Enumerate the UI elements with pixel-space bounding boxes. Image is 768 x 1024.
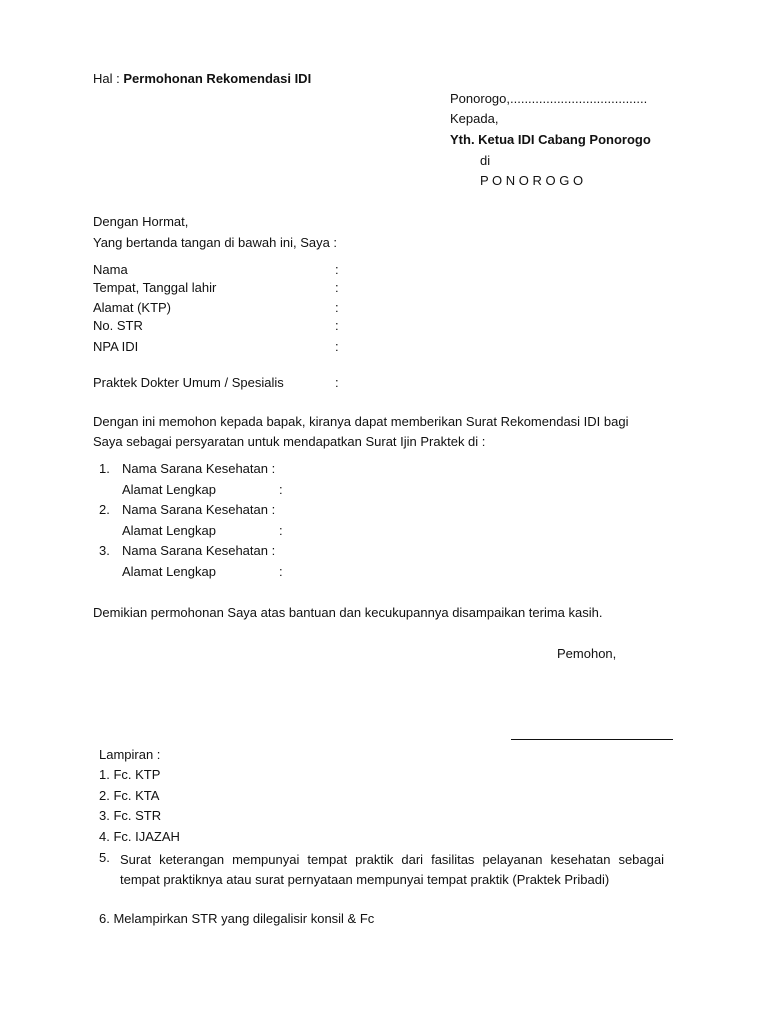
pemohon-label: Pemohon,: [557, 646, 617, 661]
attachment-number: 2.: [99, 788, 110, 803]
attachment-item: [99, 767, 160, 784]
hal-label: Hal :: [93, 71, 120, 86]
request-line-2: Saya sebagai persyaratan untuk mendapatkan Surat Ijin Praktek di :: [93, 434, 486, 449]
attachment-text: Fc. KTP: [113, 767, 161, 782]
facility-number: 3.: [99, 543, 110, 558]
field-label: Nama: [93, 262, 128, 277]
field-colon: :: [335, 318, 339, 333]
facility-address-label: Alamat Lengkap: [122, 482, 216, 497]
place-date: Ponorogo,......................................: [450, 91, 648, 106]
attachment-item: [99, 808, 161, 825]
field-label: Alamat (KTP): [93, 300, 172, 315]
signature-line: [511, 739, 673, 740]
field-label: No. STR: [93, 318, 143, 333]
facility-number: 2.: [99, 502, 110, 517]
attachment-text-long: Surat keterangan mempunyai tempat praktik dari fasilitas pelayanan kesehatan sebagai tempat praktiknya atau surat pernyataan mempunyai tempat praktik (Praktek Pribadi): [120, 852, 664, 887]
practice-label: Praktek Dokter Umum / Spesialis: [93, 375, 284, 390]
facility-number: 1.: [99, 461, 110, 476]
attachment-text: Fc. KTA: [113, 788, 160, 803]
attachment-number: 4.: [99, 829, 110, 844]
attachment-number: 5.: [99, 850, 110, 865]
subject-line: [93, 71, 311, 88]
attachment-number: 6.: [99, 911, 110, 926]
practice-colon: :: [335, 375, 339, 390]
attachment-number: 3.: [99, 808, 110, 823]
recipient-di: di: [480, 153, 491, 168]
intro-text: Yang bertanda tangan di bawah ini, Saya :: [93, 235, 338, 250]
facility-address-label: Alamat Lengkap: [122, 523, 216, 538]
field-colon: :: [335, 300, 339, 315]
attachment-item: [99, 911, 374, 928]
field-colon: :: [335, 262, 339, 277]
facility-address-colon: :: [279, 564, 283, 579]
closing-text: Demikian permohonan Saya atas bantuan dan kecukupannya disampaikan terima kasih.: [93, 605, 603, 620]
attachment-text: Melampirkan STR yang dilegalisir konsil & Fc: [113, 911, 375, 926]
attachments-title: Lampiran :: [99, 747, 161, 762]
facility-address-colon: :: [279, 482, 283, 497]
facility-name-label: Nama Sarana Kesehatan :: [122, 461, 276, 476]
attachment-text: Fc. IJAZAH: [113, 829, 180, 844]
field-colon: :: [335, 280, 339, 295]
facility-name-label: Nama Sarana Kesehatan :: [122, 502, 276, 517]
facility-address-colon: :: [279, 523, 283, 538]
attachment-text: Fc. STR: [113, 808, 162, 823]
request-line-1: Dengan ini memohon kepada bapak, kiranya dapat memberikan Surat Rekomendasi IDI bagi: [93, 414, 629, 429]
hal-subject: Permohonan Rekomendasi IDI: [123, 71, 312, 86]
facility-address-label: Alamat Lengkap: [122, 564, 216, 579]
field-label: Tempat, Tanggal lahir: [93, 280, 217, 295]
kepada: Kepada,: [450, 111, 499, 126]
attachment-item: [99, 829, 180, 846]
facility-name-label: Nama Sarana Kesehatan :: [122, 543, 276, 558]
field-label: NPA IDI: [93, 339, 139, 354]
field-colon: :: [335, 339, 339, 354]
recipient-city: P O N O R O G O: [480, 173, 584, 188]
attachment-number: 1.: [99, 767, 110, 782]
greeting: Dengan Hormat,: [93, 214, 189, 229]
attachment-item: [99, 788, 159, 805]
recipient-title: Yth. Ketua IDI Cabang Ponorogo: [450, 132, 651, 147]
